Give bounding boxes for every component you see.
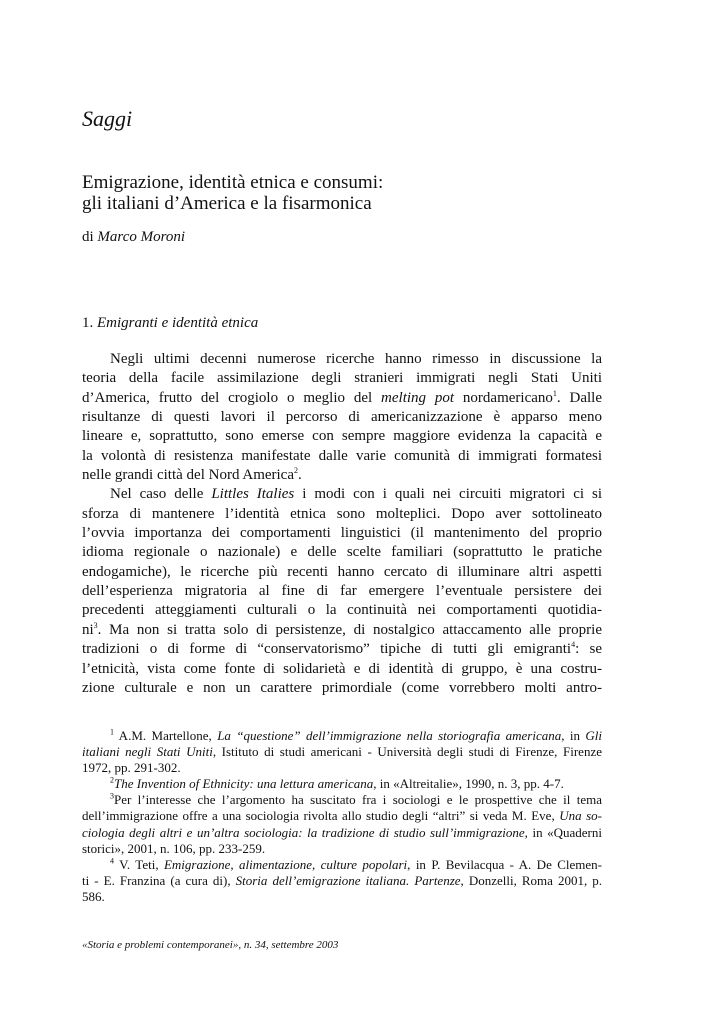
- text-run: , in: [561, 728, 586, 743]
- footnote-line: [82, 825, 602, 841]
- body-line: [82, 389, 602, 408]
- emphasis: Storia dell’emigrazione italiana. Partenze: [235, 872, 461, 888]
- footnotes: [82, 728, 602, 905]
- footnote-line: 586.: [82, 888, 105, 904]
- body-line: [82, 621, 602, 640]
- title-line-2: gli italiani d’America e la fisarmonica: [82, 193, 372, 214]
- body-line: [82, 485, 602, 504]
- text-run: , in «Quaderni: [524, 824, 602, 840]
- emphasis: Littles Italies: [211, 486, 295, 503]
- text-run: A.M. Martellone,: [114, 728, 218, 743]
- footnote-line: [82, 744, 602, 760]
- text-run: , in P. Bevilacqua - A. De Clemen-: [407, 856, 602, 872]
- journal-footer: «Storia e problemi contemporanei», n. 34, settembre 2003: [82, 939, 339, 951]
- text-run: . Ma non si tratta solo di persistenze, di nostalgico attaccamento alle proprie: [97, 621, 602, 638]
- text-run: d’America, frutto del crogiolo o meglio del: [82, 389, 382, 406]
- emphasis: Una so-: [559, 808, 602, 824]
- footnote-2: [82, 776, 602, 792]
- emphasis: italiani negli Stati Uniti: [82, 744, 213, 760]
- footnote-ref[interactable]: 3: [93, 620, 98, 630]
- footnote-line: [82, 873, 602, 889]
- text-run: , in «Altreitalie», 1990, n. 3, pp. 4-7.: [373, 776, 564, 792]
- text-run: : se: [575, 641, 602, 658]
- heading-text: Emigranti e identità etnica: [97, 315, 259, 331]
- body-line: idioma regionale o nazionale) e delle scelte familiari (soprattutto le pratiche: [82, 544, 602, 561]
- emphasis: melting pot: [381, 389, 455, 406]
- text-run: ni: [82, 621, 94, 638]
- emphasis: ciologia degli altri e un’altra sociologia: la tradizione di studio sull’immigrazione: [82, 824, 525, 840]
- article-title: [82, 172, 642, 214]
- text-run: Per l’interesse che l’argomento ha suscitato fra i sociologi e le prospettive che il tema: [114, 792, 602, 808]
- text-run: ti - E. Franzina (a cura di),: [82, 872, 236, 888]
- emphasis: Emigrazione, alimentazione, culture popolari: [163, 856, 408, 872]
- footnote-mark: 4: [110, 856, 114, 866]
- body-line: dell’esperienza migratoria al fine di far emergere l’eventuale persistere dei: [82, 583, 602, 600]
- emphasis: La “questione” dell’immigrazione nella storiografia americana: [217, 728, 562, 743]
- text-run: nelle grandi città del Nord America: [82, 467, 294, 484]
- footnote-mark: 3: [110, 792, 114, 802]
- section-label: Saggi: [82, 106, 133, 131]
- footnote-1: [82, 728, 602, 744]
- emphasis: The Invention of Ethnicity: una lettura americana: [114, 776, 374, 792]
- section-heading: [82, 315, 258, 332]
- body-line: l’ovvia importanza dei comportamenti linguistici (il mantenimento del proprio: [82, 525, 602, 542]
- footnote-mark: 1: [110, 727, 114, 737]
- body-line: l’etnicità, vista come fonte di solidarietà e di identità di gruppo, è una costru-: [82, 660, 602, 677]
- body-line: sforza di mantenere l’identità etnica sono molteplici. Dopo aver sottolineato: [82, 505, 602, 522]
- text-run: . Dalle: [556, 389, 602, 406]
- text-run: dell’immigrazione offre a una sociologia rivolta allo studio degli “altri” si veda M. Eve,: [82, 808, 560, 824]
- body-text: [82, 350, 602, 698]
- text-run: V. Teti,: [114, 856, 164, 872]
- body-line: risultanze di questi lavori il percorso di americanizzazione è apparso meno: [82, 409, 602, 426]
- title-line-1: Emigrazione, identità etnica e consumi:: [82, 172, 384, 193]
- body-line: teoria della facile assimilazione degli stranieri immigrati negli Stati Uniti: [82, 370, 602, 387]
- body-line: precedenti atteggiamenti culturali o la continuità nei comportamenti quotidia-: [82, 602, 602, 619]
- footnote-line: [82, 808, 602, 824]
- byline: [82, 229, 185, 246]
- footnote-ref[interactable]: 1: [552, 388, 557, 398]
- footnote-mark: 2: [110, 775, 114, 785]
- text-run: nordamericano: [454, 389, 553, 406]
- body-line: la volontà di resistenza manifestate dalle varie comunità di immigrati formatesi: [82, 447, 602, 464]
- footnote-line: storici», 2001, n. 106, pp. 233-259.: [82, 840, 266, 856]
- heading-number: 1.: [82, 315, 97, 331]
- byline-prefix: di: [82, 229, 98, 245]
- body-line: endogamiche), le ricerche più recenti hanno cercato di illuminare altri aspetti: [82, 563, 602, 580]
- footnote-ref[interactable]: 2: [294, 466, 298, 476]
- text-run: , Istituto di studi americani - Università degli studi di Firenze, Firenze: [212, 744, 602, 760]
- footnote-3: [82, 792, 602, 808]
- body-line: lineare e, soprattutto, sono emerse con sempre maggiore evidenza la capacità e: [82, 428, 602, 445]
- text-run: , Donzelli, Roma 2001, p.: [460, 872, 602, 888]
- body-line: [82, 640, 602, 659]
- footnote-4: [82, 857, 602, 873]
- text-run: tradizioni o di forme di “conservatorismo” tipiche di tutti gli emigranti: [82, 641, 572, 658]
- text-run: Nel caso delle: [110, 486, 212, 503]
- emphasis: Gli: [585, 728, 602, 743]
- author-name: Marco Moroni: [97, 229, 186, 245]
- footnote-line: 1972, pp. 291-302.: [82, 760, 181, 776]
- body-line: Negli ultimi decenni numerose ricerche hanno rimesso in discussione la: [110, 351, 602, 367]
- text-run: i modi con i quali nei circuiti migratori ci si: [294, 486, 603, 503]
- body-line: zione culturale e non un carattere primordiale (come vorrebbero molti antro-: [82, 679, 602, 696]
- text-run: .: [298, 467, 302, 484]
- footnote-ref[interactable]: 4: [571, 640, 576, 650]
- body-line: [82, 466, 602, 485]
